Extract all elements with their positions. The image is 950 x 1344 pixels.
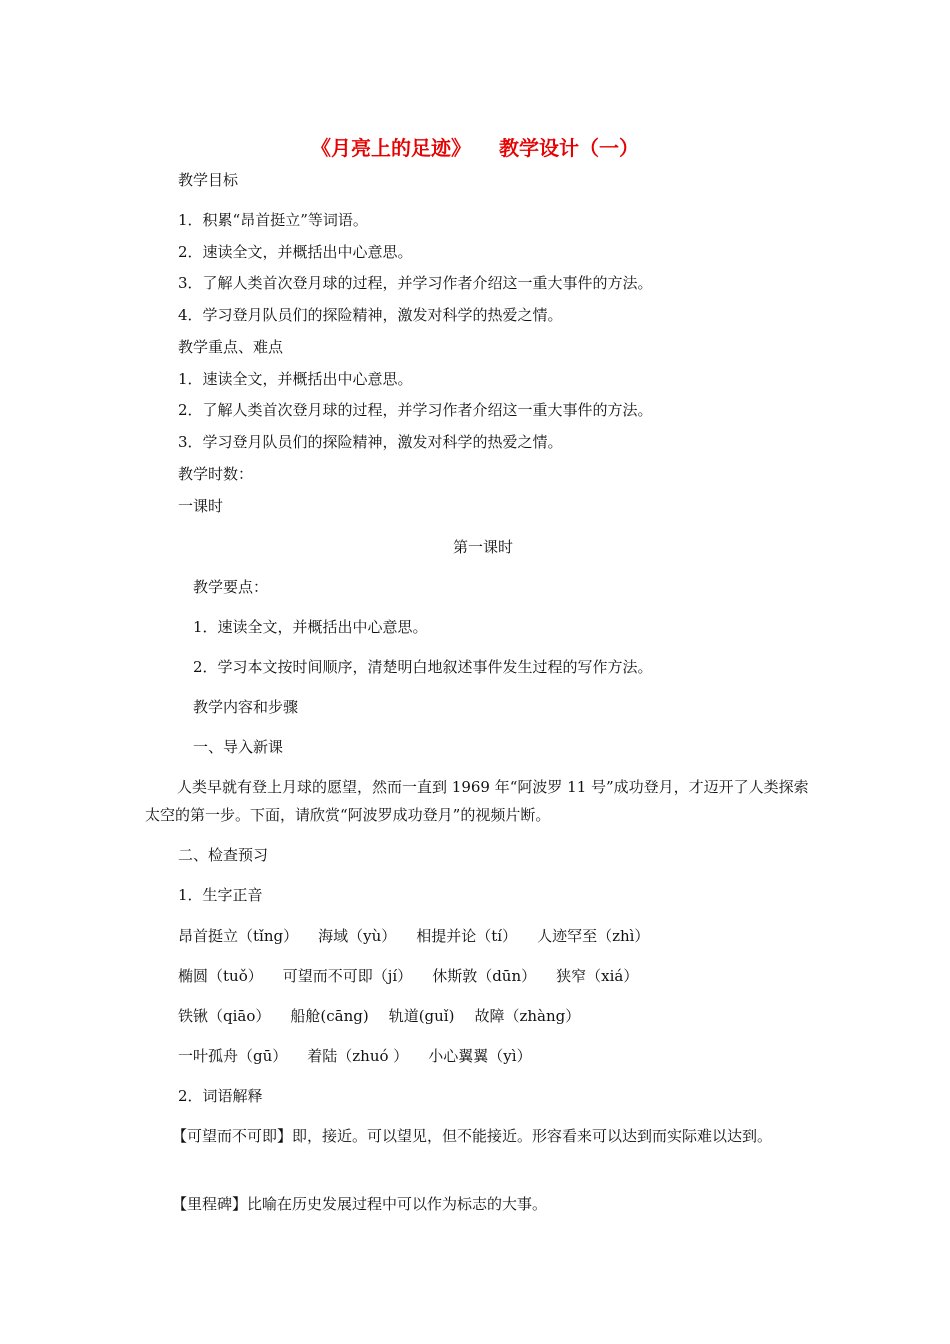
pinyin-word: 故障（zhàng） (474, 1007, 581, 1025)
lesson-heading: 第一课时 (452, 538, 513, 556)
pinyin-word: 昂首挺立（tǐng） (178, 927, 299, 945)
document-title (0, 134, 950, 162)
pinyin-word: 轨道(guǐ) (388, 1007, 455, 1025)
section1-heading: 一、导入新课 (193, 738, 284, 756)
key-points-heading: 教学重点、难点 (178, 338, 284, 356)
pinyin-row (178, 1046, 532, 1066)
pinyin-row (178, 966, 638, 986)
section2-heading-text: 二、检查预习 (178, 846, 269, 864)
pinyin-row (178, 926, 649, 946)
pinyin-word: 椭圆（tuǒ） (178, 967, 263, 985)
definition-item: 【里程碑】比喻在历史发展过程中可以作为标志的大事。 (172, 1195, 548, 1213)
objective-item: 3．了解人类首次登月球的过程，并学习作者介绍这一重大事件的方法。 (178, 274, 653, 292)
pinyin-word: 人迹罕至（zhì） (537, 927, 650, 945)
objective-item: 2．速读全文，并概括出中心意思。 (178, 243, 413, 261)
objective-item: 4．学习登月队员们的探险精神，激发对科学的热爱之情。 (178, 306, 563, 324)
pinyin-word: 一叶孤舟（gū） (178, 1047, 288, 1065)
steps-heading: 教学内容和步骤 (193, 698, 299, 716)
pronunciation-heading: 1．生字正音 (178, 886, 263, 904)
pinyin-word: 狭窄（xiá） (556, 967, 639, 985)
objectives-heading: 教学目标 (178, 171, 239, 189)
lesson-point-item: 1．速读全文，并概括出中心意思。 (193, 618, 428, 636)
objective-item: 1．积累“昂首挺立”等词语。 (178, 211, 368, 229)
key-point-item: 1．速读全文，并概括出中心意思。 (178, 370, 413, 388)
definitions-heading: 2．词语解释 (178, 1087, 263, 1105)
pinyin-word: 可望而不可即（jí） (282, 967, 413, 985)
pinyin-word: 相提并论（tí） (416, 927, 518, 945)
hours-heading: 教学时数： (178, 465, 254, 483)
lesson-point-item: 2．学习本文按时间顺序，清楚明白地叙述事件发生过程的写作方法。 (193, 658, 653, 676)
key-point-item: 3．学习登月队员们的探险精神，激发对科学的热爱之情。 (178, 433, 563, 451)
pinyin-word: 休斯敦（dūn） (432, 967, 537, 985)
section1-paragraph: 人类早就有登上月球的愿望，然而一直到 1969 年“阿波罗 11 号”成功登月，才迈开了人类探索太空的第一步。下面，请欣赏“阿波罗成功登月”的视频片断。 (145, 778, 809, 824)
pinyin-word: 铁锹（qiāo） (178, 1007, 271, 1025)
hours-value: 一课时 (178, 497, 224, 515)
definition-item: 【可望而不可即】即，接近。可以望见，但不能接近。形容看来可以达到而实际难以达到。 (172, 1127, 773, 1145)
pinyin-word: 小心翼翼（yì） (428, 1047, 532, 1065)
lesson-points-heading: 教学要点： (193, 578, 269, 596)
key-point-item: 2．了解人类首次登月球的过程，并学习作者介绍这一重大事件的方法。 (178, 401, 653, 419)
pinyin-word: 船舱(cāng) (290, 1007, 369, 1025)
pinyin-word: 海域（yù） (318, 927, 397, 945)
pinyin-row (178, 1006, 580, 1026)
pinyin-word: 着陆（zhuó ） (307, 1047, 409, 1065)
title-main: 《月亮上的足迹》 (311, 136, 471, 160)
title-sub: 教学设计（一） (499, 136, 639, 160)
